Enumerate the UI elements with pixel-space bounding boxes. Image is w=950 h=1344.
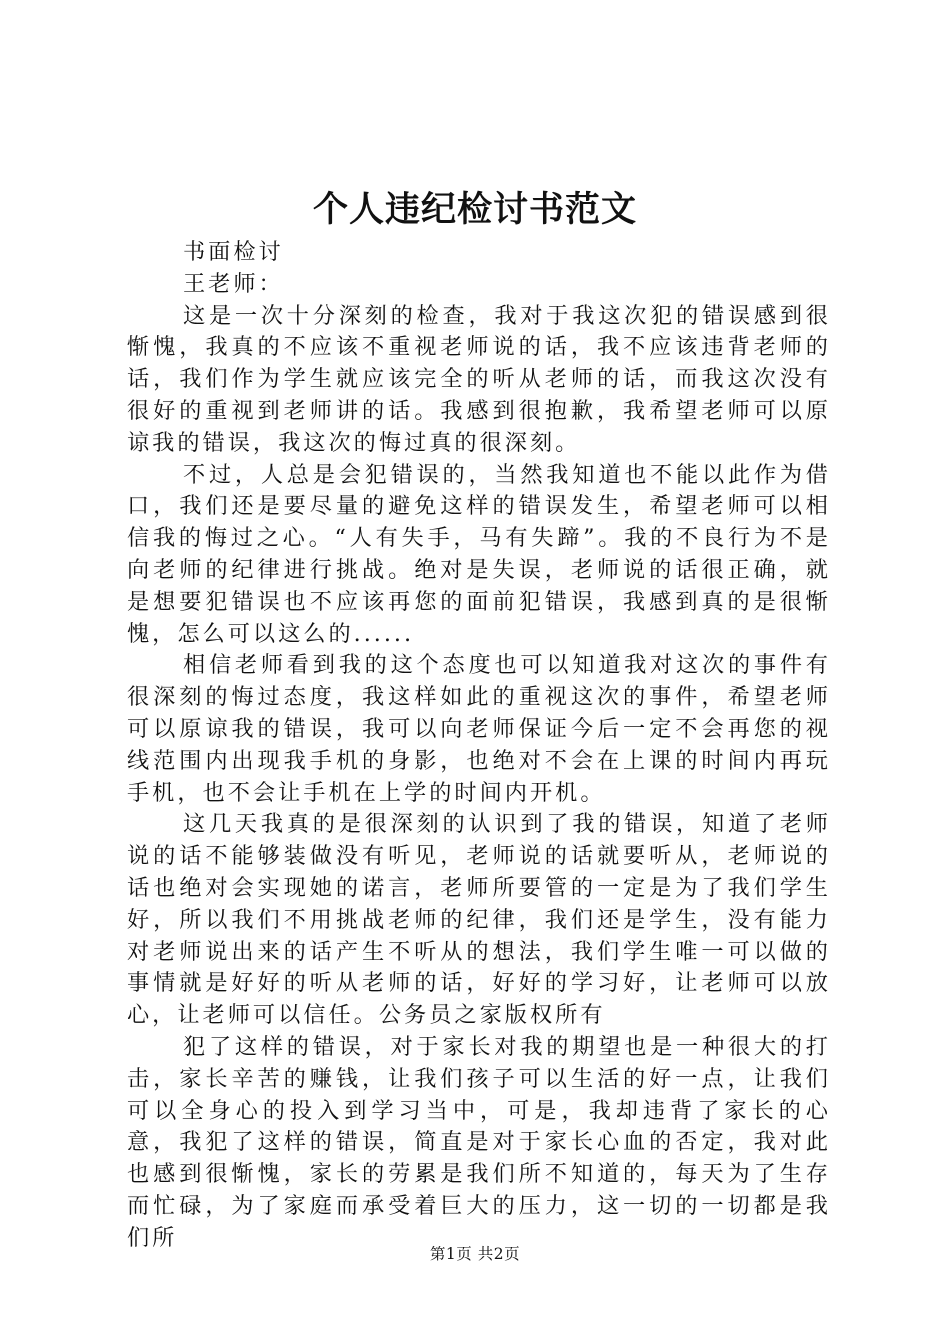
paragraph: 犯了这样的错误，对于家长对我的期望也是一种很大的打击，家长辛苦的赚钱，让我们孩子可以生活的好一点，让我们可以全身心的投入到学习当中，可是，我却违背了家长的心意，我犯了这样的错误，简直是对于家长心血的否定，我对此也感到很惭愧，家长的劳累是我们所不知道的，每天为了生存而忙碌，为了家庭而承受着巨大的压力，这一切的一切都是我们所 [127,1033,831,1251]
paragraph-heading: 书面检讨 [183,239,284,265]
paragraph: 这是一次十分深刻的检查，我对于我这次犯的错误感到很惭愧，我真的不应该不重视老师说的话，我不应该违背老师的话，我们作为学生就应该完全的听从老师的话，而我这次没有很好的重视到老师讲的话。我感到很抱歉，我希望老师可以原谅我的错误，我这次的悔过真的很深刻。 [127,302,831,456]
paragraph: 相信老师看到我的这个态度也可以知道我对这次的事件有很深刻的悔过态度，我这样如此的重视这次的事件，希望老师可以原谅我的错误，我可以向老师保证今后一定不会再您的视线范围内出现我手机的身影，也绝对不会在上课的时间内再玩手机，也不会让手机在上学的时间内开机。 [127,652,831,806]
page-footer: 第1页 共2页 [429,1245,521,1263]
paragraph: 这几天我真的是很深刻的认识到了我的错误，知道了老师说的话不能够装做没有听见，老师说的话就要听从，老师说的话也绝对会实现她的诺言，老师所要管的一定是为了我们学生好，所以我们不用挑战老师的纪律，我们还是学生，没有能力对老师说出来的话产生不听从的想法，我们学生唯一可以做的事情就是好好的听从老师的话，好好的学习好，让老师可以放心，让老师可以信任。公务员之家版权所有 [127,811,831,1029]
document-body [127,237,831,1255]
paragraph: 不过，人总是会犯错误的，当然我知道也不能以此作为借口，我们还是要尽量的避免这样的错误发生，希望老师可以相信我的悔过之心。“人有失手，马有失蹄”。我的不良行为不是向老师的纪律进行挑战。绝对是失误，老师说的话很正确，就是想要犯错误也不应该再您的面前犯错误，我感到真的是很惭愧，怎么可以这么的...... [127,461,831,647]
paragraph-salutation: 王老师： [183,270,284,297]
document-title: 个人违纪检讨书范文 [312,189,637,230]
